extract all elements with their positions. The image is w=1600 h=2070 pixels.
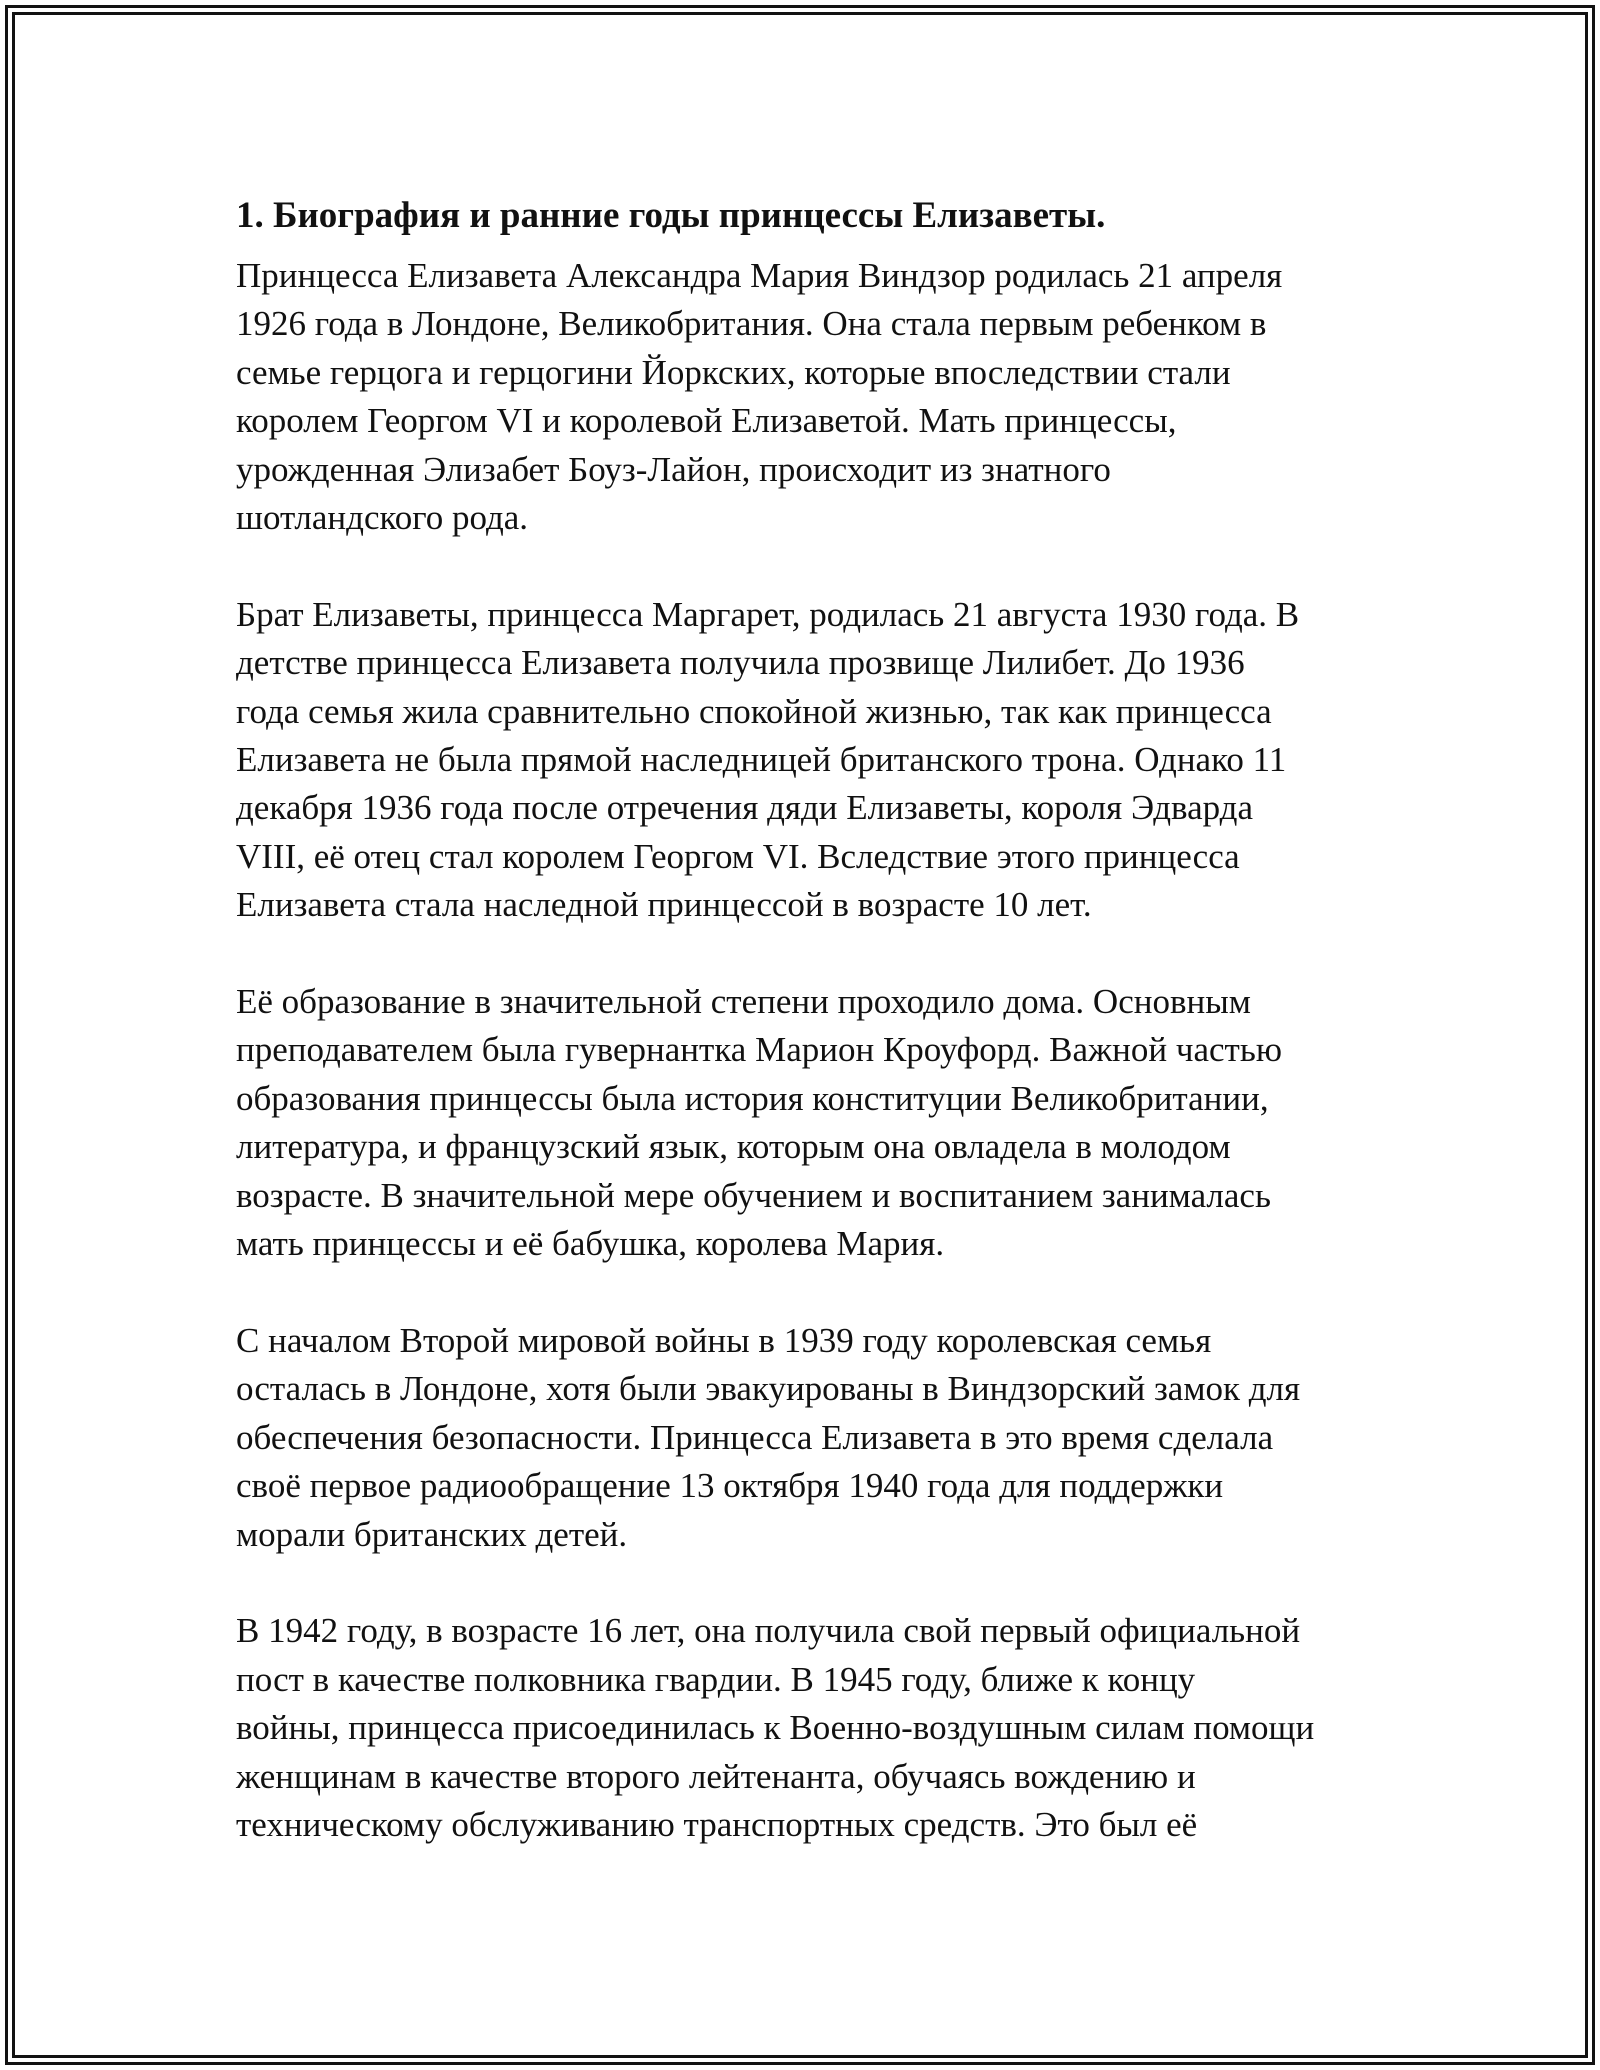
paragraph-3 [236,978,1386,1268]
paragraph-line: королем Георгом VI и королевой Елизаветой. Мать принцессы, [236,401,1177,441]
paragraph-line: возрасте. В значительной мере обучением и воспитанием занималась [236,1175,1271,1215]
paragraph-line: мать принцессы и её бабушка, королева Мария. [236,1224,945,1264]
paragraph-line: преподавателем была гувернантка Марион Кроуфорд. Важной частью [236,1030,1282,1070]
paragraph-line: Брат Елизаветы, принцесса Маргарет, родилась 21 августа 1930 года. В [236,594,1300,634]
paragraph-line: Елизавета стала наследной принцессой в возрасте 10 лет. [236,885,1092,925]
paragraph-line: образования принцессы была история конституции Великобритании, [236,1078,1269,1118]
paragraph-line: С началом Второй мировой войны в 1939 году королевская семья [236,1320,1212,1360]
paragraph-line: года семья жила сравнительно спокойной жизнью, так как принцесса [236,691,1272,731]
paragraph-line: 1926 года в Лондоне, Великобритания. Она стала первым ребенком в [236,304,1267,344]
paragraph-line: урожденная Элизабет Боуз-Лайон, происходит из знатного [236,449,1111,489]
paragraph-line: Елизавета не была прямой наследницей британского трона. Однако 11 [236,740,1287,780]
paragraph-1 [236,252,1386,542]
paragraph-5 [236,1607,1386,1849]
paragraph-line: Её образование в значительной степени проходило дома. Основным [236,982,1251,1022]
paragraph-line: морали британских детей. [236,1514,628,1554]
paragraph-4 [236,1317,1386,1559]
paragraph-line: женщинам в качестве второго лейтенанта, обучаясь вождению и [236,1756,1196,1796]
paragraph-line: VIII, её отец стал королем Георгом VI. Вследствие этого принцесса [236,836,1240,876]
document-body [236,252,1386,1849]
paragraph-line: декабря 1936 года после отречения дяди Елизаветы, короля Эдварда [236,788,1253,828]
paragraph-line: своё первое радиообращение 13 октября 1940 года для поддержки [236,1466,1224,1506]
paragraph-line: В 1942 году, в возрасте 16 лет, она получила свой первый официальной [236,1611,1301,1651]
paragraph-line: техническому обслуживанию транспортных средств. Это был её [236,1804,1198,1844]
paragraph-line: пост в качестве полковника гвардии. В 1945 году, ближе к концу [236,1659,1196,1699]
paragraph-line: детстве принцесса Елизавета получила прозвище Лилибет. До 1936 [236,643,1245,683]
section-heading: 1. Биография и ранние годы принцессы Елизаветы. [236,195,1106,236]
paragraph-line: обеспечения безопасности. Принцесса Елизавета в это время сделала [236,1417,1274,1457]
paragraph-line: войны, принцесса присоединилась к Военно-воздушным силам помощи [236,1708,1315,1748]
paragraph-line: Принцесса Елизавета Александра Мария Виндзор родилась 21 апреля [236,256,1283,295]
paragraph-2 [236,591,1386,930]
paragraph-line: осталась в Лондоне, хотя были эвакуированы в Виндзорский замок для [236,1369,1301,1409]
paragraph-line: шотландского рода. [236,498,529,538]
paragraph-line: литература, и французский язык, которым она овладела в молодом [236,1127,1231,1167]
paragraph-line: семье герцога и герцогини Йоркских, которые впоследствии стали [236,352,1231,392]
document-page [236,188,1386,1898]
